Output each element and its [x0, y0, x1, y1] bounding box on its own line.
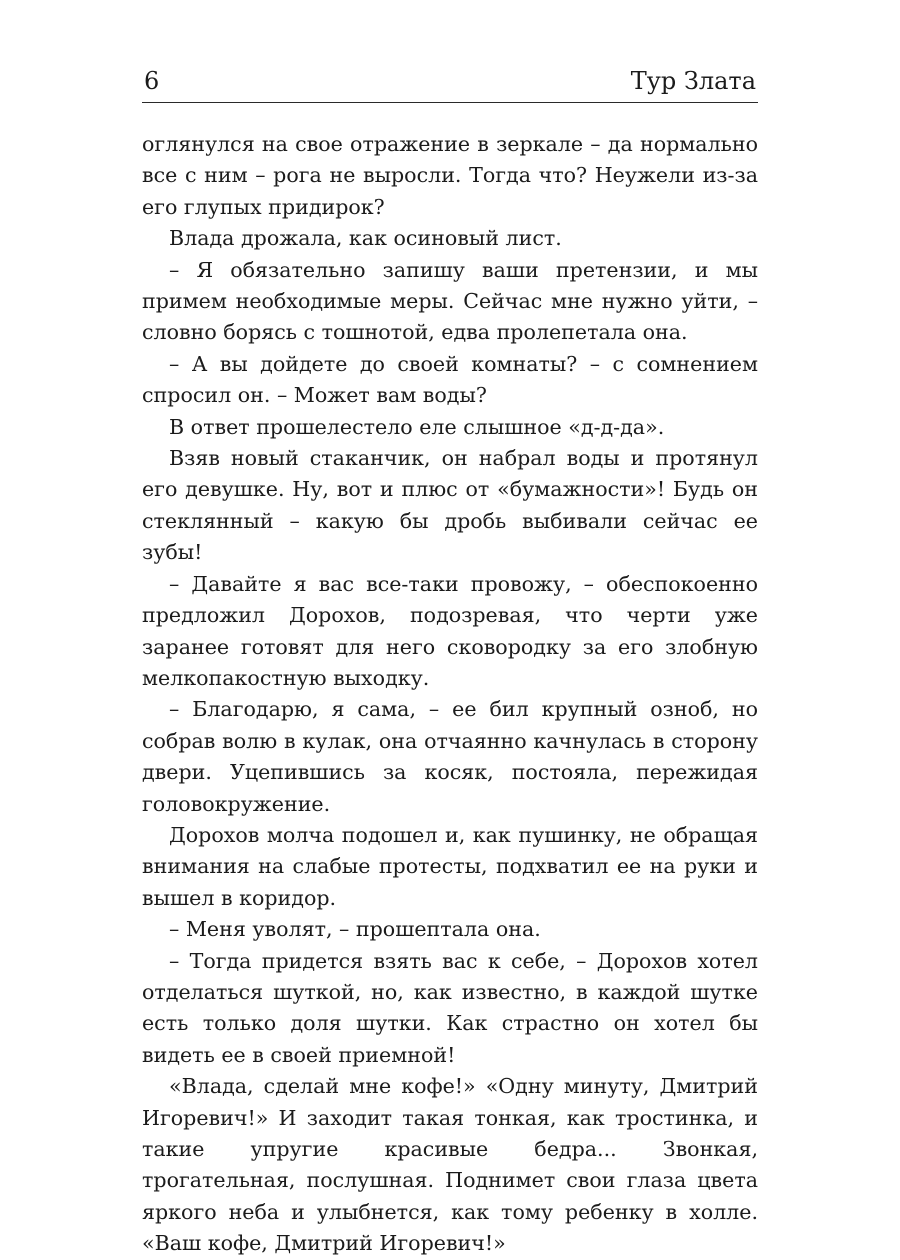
- paragraph: Взяв новый стаканчик, он набрал воды и протянул его девушке. Ну, вот и плюс от «бумажности»! Будь он стеклянный – какую бы дробь выбивали сейчас ее зубы!: [142, 446, 758, 565]
- dialogue-paragraph: – А вы дойдете до своей комнаты? – с сомнением спросил он. – Может вам воды?: [142, 351, 758, 408]
- body-text: [142, 129, 758, 1260]
- paragraph: В ответ прошелестело еле слышное «д-д-да».: [169, 414, 665, 439]
- running-title: Тур Злата: [630, 67, 756, 95]
- dialogue-paragraph: – Тогда придется взять вас к себе, – Дорохов хотел отделаться шуткой, но, как известно, в каждой шутке есть только доля шутки. Как страстно он хотел бы видеть ее в своей приемной!: [142, 948, 758, 1067]
- paragraph: Дорохов молча подошел и, как пушинку, не обращая внимания на слабые протесты, подхватил ее на руки и вышел в коридор.: [142, 822, 758, 910]
- paragraph-continuation: оглянулся на свое отражение в зеркале – да нормально все с ним – рога не выросли. Тогда что? Неужели из-за его глупых придирок?: [142, 132, 758, 219]
- book-page: [142, 66, 758, 1260]
- paragraph: «Влада, сделай мне кофе!» «Одну минуту, Дмитрий Игоревич!» И заходит такая тонкая, как тростинка, и такие упругие красивые бедра... Звонкая, трогательная, послушная. Поднимет свои глаза цвета яркого неба и улыбнется, как тому ребенку в холле. «Ваш кофе, Дмитрий Игоревич!»: [142, 1074, 758, 1256]
- page-header: [142, 66, 758, 103]
- dialogue-paragraph: – Благодарю, я сама, – ее бил крупный озноб, но собрав волю в кулак, она отчаянно качнулась в сторону двери. Уцепившись за косяк, постояла, пережидая головокружение.: [142, 697, 758, 816]
- paragraph: Влада дрожала, как осиновый лист.: [169, 226, 562, 251]
- dialogue-paragraph: – Давайте я вас все-таки провожу, – обеспокоенно предложил Дорохов, подозревая, что черти уже заранее готовят для него сковородку за его злобную мелкопакостную выходку.: [142, 571, 758, 690]
- page-number: 6: [144, 67, 160, 95]
- dialogue-paragraph: – Я обязательно запишу ваши претензии, и мы примем необходимые меры. Сейчас мне нужно уйти, – словно борясь с тошнотой, едва пролепетала она.: [142, 257, 758, 345]
- dialogue-paragraph: – Меня уволят, – прошептала она.: [169, 917, 541, 942]
